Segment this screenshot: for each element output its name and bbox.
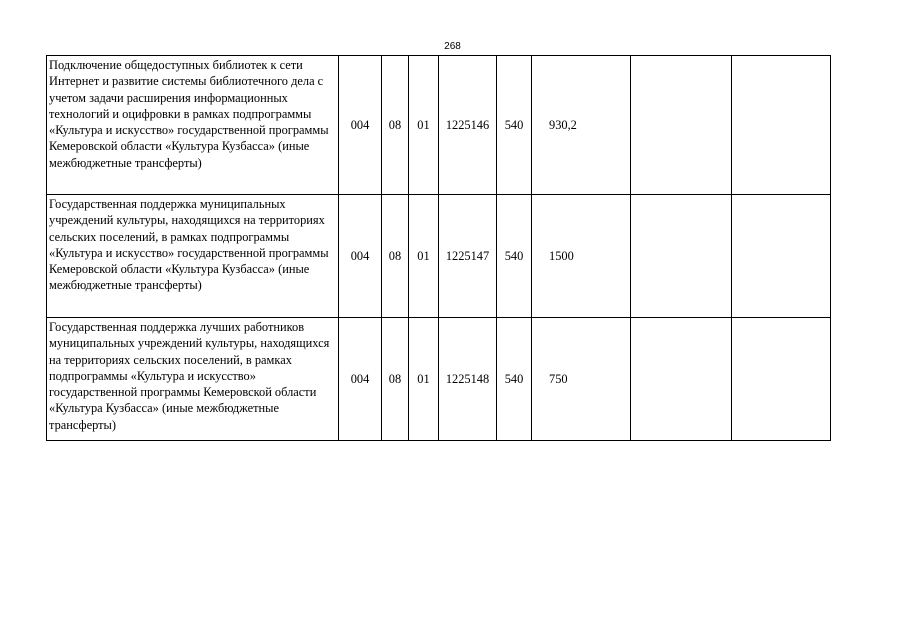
- table-row: [47, 318, 831, 441]
- subsection-code: 01: [409, 195, 439, 318]
- ministry-code: 004: [339, 195, 382, 318]
- empty-cell: [631, 56, 732, 195]
- ministry-code: 004: [339, 318, 382, 441]
- amount-cell: 1500: [532, 195, 631, 318]
- empty-cell: [631, 318, 732, 441]
- expense-type-code: 540: [497, 318, 532, 441]
- expense-type-code: 540: [497, 56, 532, 195]
- subsection-code: 01: [409, 56, 439, 195]
- empty-cell: [732, 56, 831, 195]
- amount-cell: 750: [532, 318, 631, 441]
- amount-cell: 930,2: [532, 56, 631, 195]
- table-row: [47, 56, 831, 195]
- subsection-code: 01: [409, 318, 439, 441]
- empty-cell: [732, 318, 831, 441]
- ministry-code: 004: [339, 56, 382, 195]
- row-description: Государственная поддержка муниципальных учреждений культуры, находящихся на территориях сельских поселений, в рамках подпрограммы «Культура и искусство» государственной программы Кемеровской области «Культура Кузбасса» (иные межбюджетные трансферты): [47, 195, 339, 318]
- target-article-code: 1225147: [439, 195, 497, 318]
- section-code: 08: [382, 195, 409, 318]
- expense-type-code: 540: [497, 195, 532, 318]
- target-article-code: 1225148: [439, 318, 497, 441]
- table-row: [47, 195, 831, 318]
- budget-table: [46, 55, 831, 441]
- page-number: 268: [444, 41, 461, 52]
- section-code: 08: [382, 56, 409, 195]
- section-code: 08: [382, 318, 409, 441]
- empty-cell: [631, 195, 732, 318]
- row-description: Государственная поддержка лучших работников муниципальных учреждений культуры, находящихся на территориях сельских поселений, в рамках подпрограммы «Культура и искусство» государственной программы Кемеровской области «Культура Кузбасса» (иные межбюджетные трансферты): [47, 318, 339, 441]
- row-description: Подключение общедоступных библиотек к сети Интернет и развитие системы библиотечного дела с учетом задачи расширения информационных технологий и оцифровки в рамках подпрограммы «Культура и искусство» государственной программы Кемеровской области «Культура Кузбасса» (иные межбюджетные трансферты): [47, 56, 339, 195]
- empty-cell: [732, 195, 831, 318]
- target-article-code: 1225146: [439, 56, 497, 195]
